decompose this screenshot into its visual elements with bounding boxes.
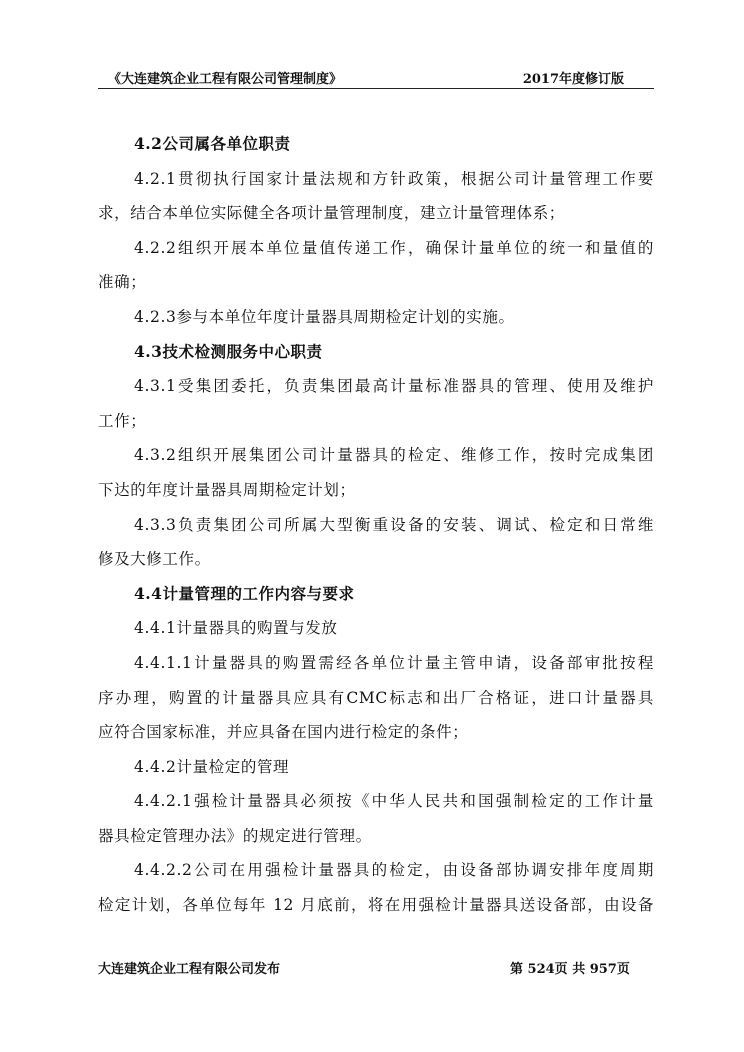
subsection-heading: 4.4.2计量检定的管理 [134, 757, 290, 776]
footer-publisher: 大连建筑企业工程有限公司发布 [98, 962, 281, 977]
paragraph-line: 器具检定管理办法》的规定进行管理。 [98, 826, 372, 845]
section-heading-4-2: 4.2公司属各单位职责 [134, 134, 291, 153]
paragraph-line: 应符合国家标准，并应具备在国内进行检定的条件； [98, 723, 469, 742]
footer-page-number: 第 524页 共 957页 [510, 962, 630, 977]
page-header [98, 66, 654, 89]
header-title: 《大连建筑企业工程有限公司管理制度》 [108, 72, 343, 87]
paragraph-line: 4.3.1受集团委托，负责集团最高计量标准器具的管理、使用及维护 [134, 377, 654, 396]
paragraph-line: 4.2.1贯彻执行国家计量法规和方针政策，根据公司计量管理工作要 [134, 169, 654, 188]
page-footer [98, 958, 654, 978]
section-heading-4-3: 4.3技术检测服务中心职责 [134, 341, 323, 361]
paragraph-line: 求，结合本单位实际健全各项计量管理制度，建立计量管理体系； [98, 204, 565, 223]
paragraph-line: 4.2.2组织开展本单位量值传递工作，确保计量单位的统一和量值的 [134, 238, 654, 257]
paragraph-line: 序办理，购置的计量器具应具有CMC标志和出厂合格证，进口计量器具 [98, 688, 654, 707]
paragraph-line: 4.4.2.1强检计量器具必须按《中华人民共和国强制检定的工作计量 [134, 792, 654, 811]
header-edition: 2017年度修订版 [522, 72, 624, 87]
subsection-heading: 4.4.1计量器具的购置与发放 [134, 619, 338, 638]
paragraph-line: 修及大修工作。 [98, 550, 211, 569]
document-body [98, 127, 654, 923]
paragraph-line: 检定计划，各单位每年 12 月底前，将在用强检计量器具送设备部，由设备 [98, 896, 654, 915]
paragraph-line: 下达的年度计量器具周期检定计划； [98, 480, 356, 499]
paragraph-line: 4.2.3参与本单位年度计量器具周期检定计划的实施。 [134, 307, 515, 326]
paragraph-line: 4.4.2.2公司在用强检计量器具的检定，由设备部协调安排年度周期 [134, 861, 654, 880]
section-heading-4-4: 4.4计量管理的工作内容与要求 [134, 583, 355, 603]
paragraph-line: 4.3.3负责集团公司所属大型衡重设备的安装、调试、检定和日常维 [134, 515, 654, 534]
paragraph-line: 4.3.2组织开展集团公司计量器具的检定、维修工作，按时完成集团 [134, 446, 654, 465]
paragraph-line: 准确； [98, 273, 147, 292]
paragraph-line: 4.4.1.1计量器具的购置需经各单位计量主管申请，设备部审批按程 [134, 653, 654, 672]
paragraph-line: 工作； [98, 411, 147, 430]
